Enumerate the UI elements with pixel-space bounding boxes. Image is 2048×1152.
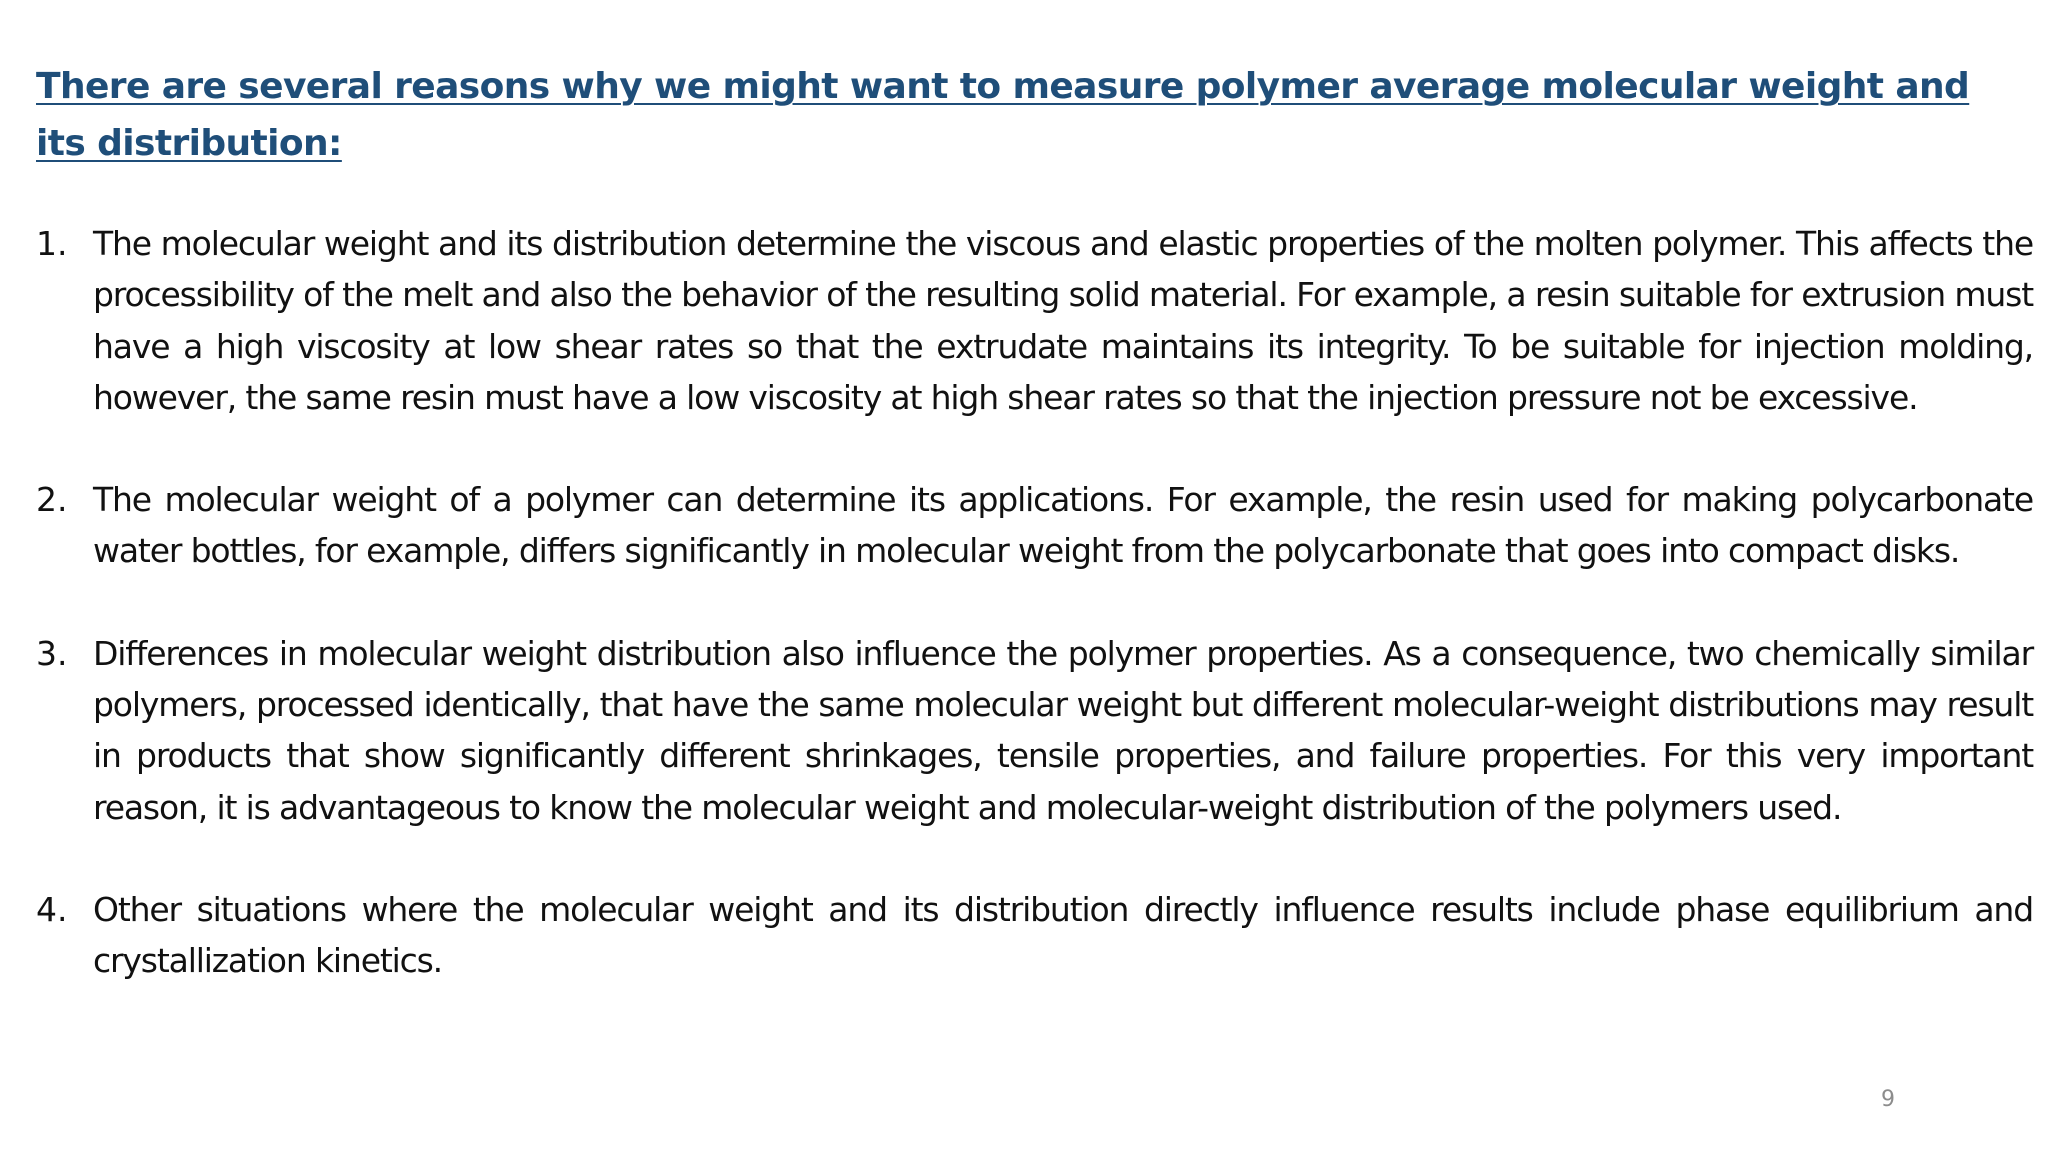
page-number: 9 — [1881, 1087, 1895, 1112]
slide-heading: There are several reasons why we might want to measure polymer average molecular weight and its distribution: — [36, 66, 1970, 164]
list-item-number: 2. — [36, 480, 68, 520]
list-item-text: Other situations where the molecular weight and its distribution directly influence results include phase equilibrium and crystallization kinetics. — [93, 889, 2033, 981]
list-item — [36, 474, 2033, 577]
list-item — [36, 218, 2033, 423]
reasons-list — [36, 218, 2033, 1038]
list-item-text: The molecular weight of a polymer can determine its applications. For example, the resin used for making polycarbonate water bottles, for example, differs significantly in molecular weight from the polycarbonate that goes into compact disks. — [93, 480, 2033, 571]
list-item — [36, 884, 2033, 987]
list-item-number: 3. — [36, 633, 68, 673]
list-item-number: 1. — [36, 224, 68, 263]
list-item-text: The molecular weight and its distribution determine the viscous and elastic properties of the molten polymer. This affects the processibility of the melt and also the behavior of the resulting solid material. For example, a resin suitable for extrusion must have a high viscosity at low shear rates so that the extrudate maintains its integrity. To be suitable for injection molding, however, the same resin must have a low viscosity at high shear rates so that the injection pressure not be excessive. — [93, 224, 2033, 417]
list-item — [36, 628, 2033, 833]
list-item-text: Differences in molecular weight distribution also influence the polymer properties. As a consequence, two chemically similar polymers, processed identically, that have the same molecular weight but different molecular-weight distributions may result in products that show significantly different shrinkages, tensile properties, and failure properties. For this very important reason, it is advantageous to know the molecular weight and molecular-weight distribution of the polymers used. — [93, 633, 2033, 827]
list-item-number: 4. — [36, 889, 68, 929]
